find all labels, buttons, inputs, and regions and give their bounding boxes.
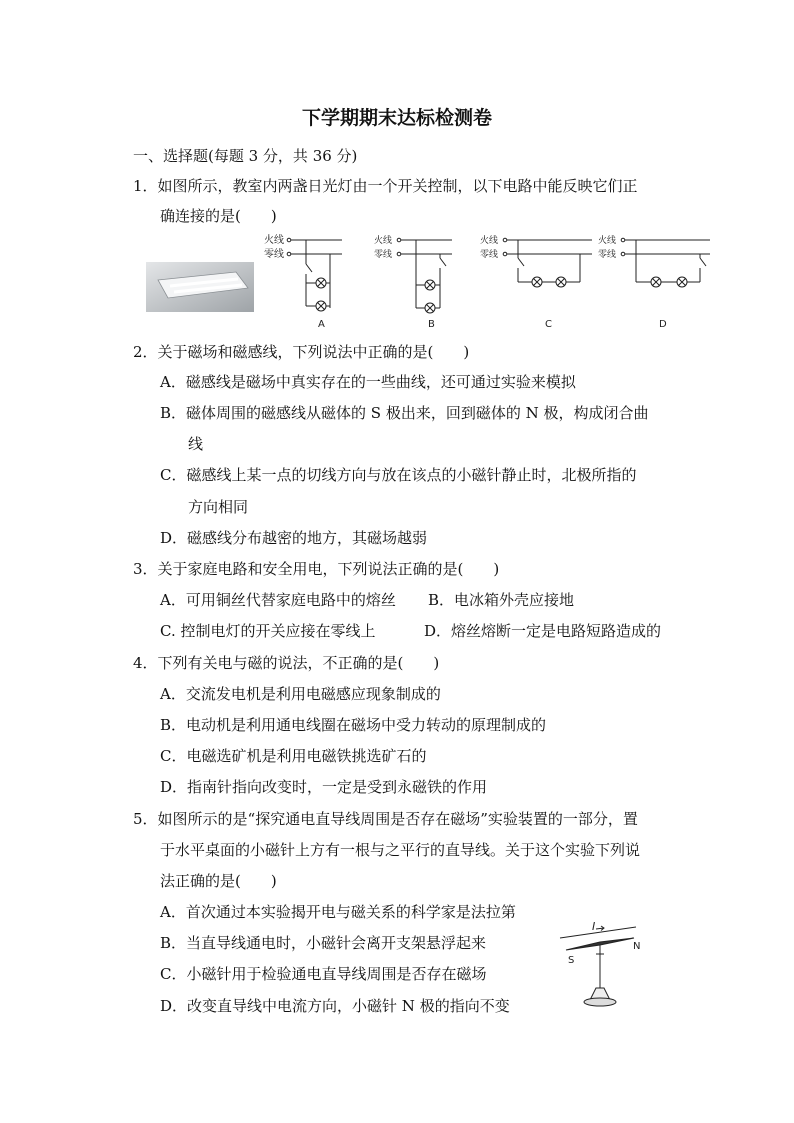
q2-stem: 2．关于磁场和磁感线，下列说法中正确的是( ) (133, 343, 470, 361)
q2-option-a: A．磁感线是磁场中真实存在的一些曲线，还可通过实验来模拟 (160, 373, 576, 391)
q3-option-b: B．电冰箱外壳应接地 (428, 591, 575, 609)
fluorescent-lamp-photo (146, 262, 254, 312)
q5-option-c: C．小磁针用于检验通电直导线周围是否存在磁场 (160, 965, 487, 983)
circuit-a (264, 233, 342, 330)
circuit-label-d: D (659, 319, 667, 330)
q1-figure (140, 228, 720, 334)
circuit-label-c: C (545, 319, 552, 330)
q5-option-b: B．当直导线通电时，小磁针会离开支架悬浮起来 (160, 934, 487, 952)
section-heading: 一、选择题(每题 3 分，共 36 分) (133, 147, 358, 165)
q5-option-d: D．改变直导线中电流方向，小磁针 N 极的指向不变 (160, 997, 510, 1015)
live-wire-label-a: 火线 (264, 235, 284, 246)
q5-stem-line1: 5．如图所示的是“探究通电直导线周围是否存在磁场”实验装置的一部分，置 (133, 810, 638, 828)
page-title: 下学期期末达标检测卷 (301, 107, 492, 129)
circuit-b (374, 234, 452, 330)
q1-stem-line1: 1．如图所示，教室内两盏日光灯由一个开关控制，以下电路中能反映它们正 (133, 177, 638, 195)
current-label: I (592, 920, 596, 933)
q5-stem-line2: 于水平桌面的小磁针上方有一根与之平行的直导线。关于这个实验下列说 (160, 841, 641, 859)
q3-option-d: D．熔丝熔断一定是电路短路造成的 (424, 622, 662, 640)
q5-option-a: A．首次通过本实验揭开电与磁关系的科学家是法拉第 (160, 903, 516, 921)
q5-figure (556, 918, 676, 1014)
q4-option-c: C．电磁选矿机是利用电磁铁挑选矿石的 (160, 747, 427, 765)
live-wire-label-d: 火线 (598, 236, 617, 246)
circuit-c (480, 234, 592, 330)
circuit-label-a: A (318, 319, 325, 330)
q4-stem: 4．下列有关电与磁的说法，不正确的是( ) (133, 654, 440, 672)
neutral-wire-label-c: 零线 (480, 250, 499, 260)
south-pole-label: S (568, 955, 575, 966)
q4-option-b: B．电动机是利用通电线圈在磁场中受力转动的原理制成的 (160, 716, 547, 734)
q3-option-a: A．可用铜丝代替家庭电路中的熔丝 (160, 591, 396, 609)
live-wire-label-b: 火线 (374, 236, 393, 246)
live-wire-label-c: 火线 (480, 236, 499, 246)
q2-option-b-line1: B．磁体周围的磁感线从磁体的 S 极出来，回到磁体的 N 极，构成闭合曲 (160, 404, 649, 422)
q2-option-b-line2: 线 (188, 435, 204, 453)
q2-option-d: D．磁感线分布越密的地方，其磁场越弱 (160, 529, 428, 547)
q4-option-a: A．交流发电机是利用电磁感应现象制成的 (160, 685, 441, 703)
circuit-label-b: B (428, 319, 435, 330)
q1-stem-line2: 确连接的是( ) (160, 207, 277, 225)
north-pole-label: N (633, 941, 641, 952)
neutral-wire-label-a: 零线 (264, 249, 284, 260)
neutral-wire-label-b: 零线 (374, 250, 393, 260)
q4-option-d: D．指南针指向改变时，一定是受到永磁铁的作用 (160, 778, 488, 796)
q2-option-c-line2: 方向相同 (188, 498, 249, 516)
neutral-wire-label-d: 零线 (598, 250, 617, 260)
circuit-d (598, 234, 710, 330)
q3-stem: 3．关于家庭电路和安全用电，下列说法正确的是( ) (133, 560, 500, 578)
q5-stem-line3: 法正确的是( ) (160, 872, 277, 890)
q3-option-c: C. 控制电灯的开关应接在零线上 (160, 622, 376, 640)
q2-option-c-line1: C．磁感线上某一点的切线方向与放在该点的小磁针静止时，北极所指的 (160, 466, 637, 484)
